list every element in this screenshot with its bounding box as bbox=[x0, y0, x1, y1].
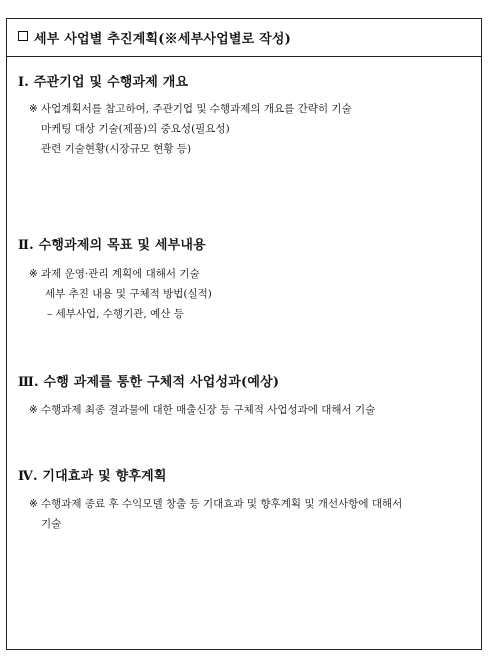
section-2-line-2: 세부 추진 내용 및 구체적 방법(실적) bbox=[45, 288, 212, 300]
section-2-title: Ⅱ. 수행과제의 목표 및 세부내용 bbox=[18, 238, 206, 253]
section-4-line-1: 수행과제 종료 후 수익모델 창출 등 기대효과 및 향후계획 및 개선사항에 대해서 bbox=[41, 498, 403, 510]
section-1-note-mark: ※ bbox=[29, 103, 38, 115]
section-3-line-1: 수행과제 최종 결과물에 대한 매출신장 등 구체적 사업성과에 대해서 기술 bbox=[41, 404, 376, 416]
section-3-note-mark: ※ bbox=[29, 404, 38, 416]
section-4-line-2: 기술 bbox=[41, 518, 62, 530]
checkbox-square-icon bbox=[18, 31, 28, 41]
form-title: 세부 사업별 추진계획(※세부사업별로 작성) bbox=[34, 32, 291, 47]
section-1-line-1: 사업계획서를 참고하여, 주관기업 및 수행과제의 개요를 간략히 기술 bbox=[41, 103, 352, 115]
section-2-line-1: 과제 운영·관리 계획에 대해서 기술 bbox=[41, 268, 200, 280]
section-1-line-2: 마케팅 대상 기술(제품)의 중요성(필요성) bbox=[41, 123, 230, 135]
section-2-note-mark: ※ bbox=[29, 268, 38, 280]
section-4-title: Ⅳ. 기대효과 및 향후계획 bbox=[18, 469, 167, 484]
plan-form-frame bbox=[6, 18, 482, 650]
section-1-title: Ⅰ. 주관기업 및 수행과제 개요 bbox=[18, 75, 189, 90]
section-1-line-3: 관련 기술현황(시장규모 현황 등) bbox=[41, 143, 192, 155]
section-4-note-mark: ※ bbox=[29, 498, 38, 510]
form-header bbox=[7, 19, 481, 57]
section-3-title: Ⅲ. 수행 과제를 통한 구체적 사업성과(예상) bbox=[18, 375, 280, 390]
section-2-line-3: – 세부사업, 수행기관, 예산 등 bbox=[47, 308, 184, 320]
